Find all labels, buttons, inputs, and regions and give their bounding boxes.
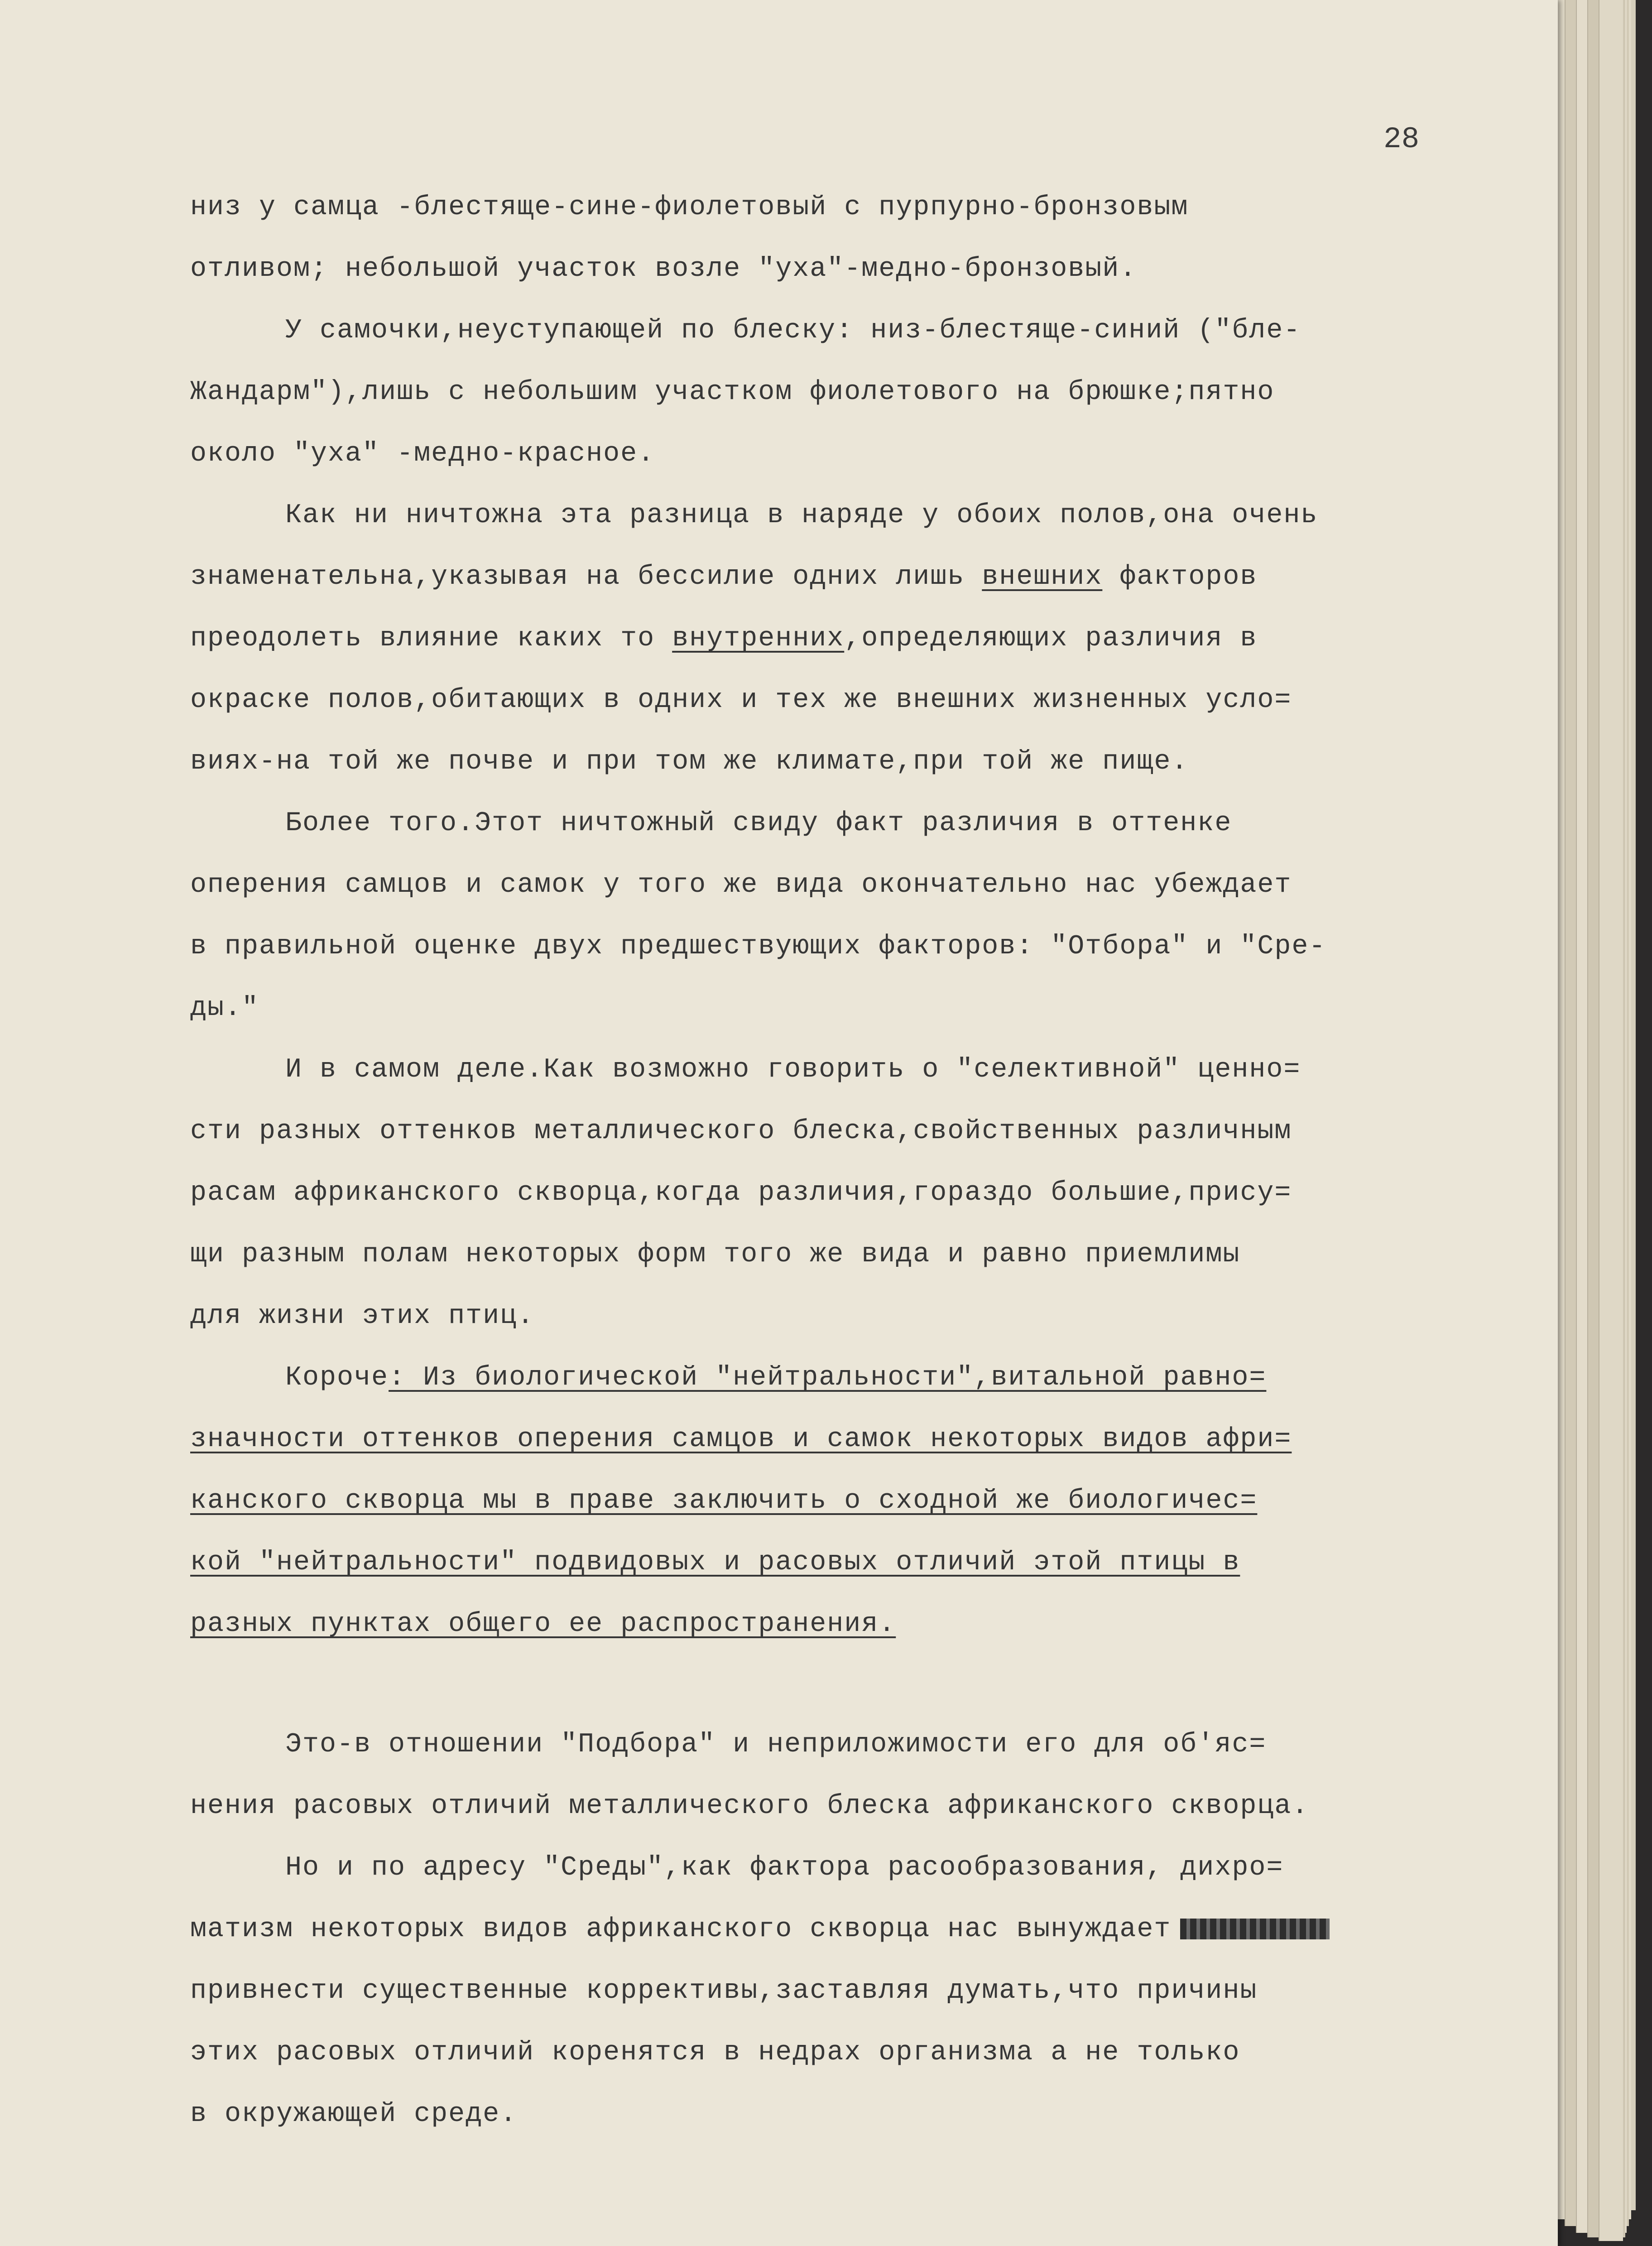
text-line xyxy=(190,423,1531,485)
underlined-text: кой "нейтральности" подвидовых и расовых отличий этой птицы в xyxy=(190,1547,1240,1578)
text-line xyxy=(190,1714,1531,1775)
text-line xyxy=(190,1899,1531,1960)
text-line xyxy=(190,731,1531,793)
underlined-text: внутренних xyxy=(672,623,845,654)
underlined-text: внешних xyxy=(982,562,1103,592)
text-segment: У самочки,неуступающей по блеску: низ-блестяще-синий ("бле- xyxy=(285,315,1301,346)
text-segment: И в самом деле.Как возможно говорить о "селективной" ценно= xyxy=(285,1054,1301,1085)
text-segment: ды." xyxy=(190,993,259,1024)
text-line xyxy=(190,1775,1531,1837)
text-line xyxy=(190,916,1531,977)
text-segment: виях-на той же почве и при том же климате,при той же пище. xyxy=(190,746,1189,777)
text-line xyxy=(190,1285,1531,1347)
text-segment: около "уха" -медно-красное. xyxy=(190,438,655,469)
text-segment: щи разным полам некоторых форм того же вида и равно приемлимы xyxy=(190,1239,1240,1270)
text-segment: в окружающей среде. xyxy=(190,2099,518,2130)
text-segment: знаменательна,указывая на бессилие одних лишь xyxy=(190,562,982,592)
text-segment: окраске полов,обитающих в одних и тех же внешних жизненных усло= xyxy=(190,685,1292,716)
text-line xyxy=(190,361,1531,423)
text-segment: ,определяющих различия в xyxy=(844,623,1258,654)
text-segment: этих расовых отличий коренятся в недрах организма а не только xyxy=(190,2037,1240,2068)
text-line xyxy=(190,1039,1531,1101)
text-segment: нения расовых отличий металлического блеска африканского скворца. xyxy=(190,1791,1309,1822)
text-segment: Это-в отношении "Подбора" и неприложимости его для об'яс= xyxy=(285,1729,1267,1760)
underlined-text: канского скворца мы в праве заключить о сходной же биологичес= xyxy=(190,1486,1258,1516)
text-segment: привнести существенные коррективы,заставляя думать,что причины xyxy=(190,1976,1258,2006)
text-line xyxy=(190,1837,1531,1899)
page-number: 28 xyxy=(1383,122,1420,156)
underlined-text: : Из биологической "нейтральности",витальной равно= xyxy=(389,1362,1267,1393)
text-line xyxy=(190,1470,1531,1532)
text-line xyxy=(190,1224,1531,1285)
text-line xyxy=(190,1409,1531,1470)
text-line xyxy=(190,793,1531,854)
text-segment: для жизни этих птиц. xyxy=(190,1301,535,1332)
struck-out-word xyxy=(1180,1919,1330,1939)
text-line xyxy=(190,177,1531,238)
body-text xyxy=(190,177,1531,2145)
text-line xyxy=(190,1593,1531,1655)
text-line xyxy=(190,238,1531,300)
text-segment: преодолеть влияние каких то xyxy=(190,623,672,654)
text-segment: факторов xyxy=(1102,562,1258,592)
text-line xyxy=(190,854,1531,916)
text-line xyxy=(190,1101,1531,1162)
underlined-text: значности оттенков оперения самцов и самок некоторых видов афри= xyxy=(190,1424,1292,1455)
text-segment: Но и по адресу "Среды",как фактора расообразования, дихро= xyxy=(285,1852,1284,1883)
text-line xyxy=(190,2022,1531,2083)
text-line xyxy=(190,1162,1531,1224)
page-edge xyxy=(1599,0,1623,2241)
text-segment: Более того.Этот ничтожный свиду факт различия в оттенке xyxy=(285,808,1232,839)
text-segment: Жандарм"),лишь с небольшим участком фиолетового на брюшке;пятно xyxy=(190,377,1275,408)
text-segment: низ у самца -блестяще-сине-фиолетовый с пурпурно-бронзовым xyxy=(190,192,1189,223)
text-line xyxy=(190,1347,1531,1409)
text-line xyxy=(190,2083,1531,2145)
text-line xyxy=(190,546,1531,608)
text-line xyxy=(190,1960,1531,2022)
text-segment: отливом; небольшой участок возле "уха"-медно-бронзовый. xyxy=(190,254,1137,284)
text-segment: матизм некоторых видов африканского скворца нас вынуждает xyxy=(190,1914,1172,1945)
text-segment: Короче xyxy=(285,1362,389,1393)
text-segment: в правильной оценке двух предшествующих факторов: "Отбора" и "Сре- xyxy=(190,931,1326,962)
paragraph-gap xyxy=(190,1655,1531,1714)
text-line xyxy=(190,977,1531,1039)
text-line xyxy=(190,608,1531,669)
text-segment: сти разных оттенков металлического блеска,свойственных различным xyxy=(190,1116,1292,1147)
text-segment: Как ни ничтожна эта разница в наряде у обоих полов,она очень xyxy=(285,500,1318,531)
text-segment: оперения самцов и самок у того же вида окончательно нас убеждает xyxy=(190,870,1292,900)
text-line xyxy=(190,1532,1531,1593)
text-line xyxy=(190,300,1531,361)
text-line xyxy=(190,485,1531,546)
underlined-text: разных пунктах общего ее распространения. xyxy=(190,1609,896,1640)
text-line xyxy=(190,669,1531,731)
text-segment: расам африканского скворца,когда различия,гораздо большие,прису= xyxy=(190,1178,1292,1208)
